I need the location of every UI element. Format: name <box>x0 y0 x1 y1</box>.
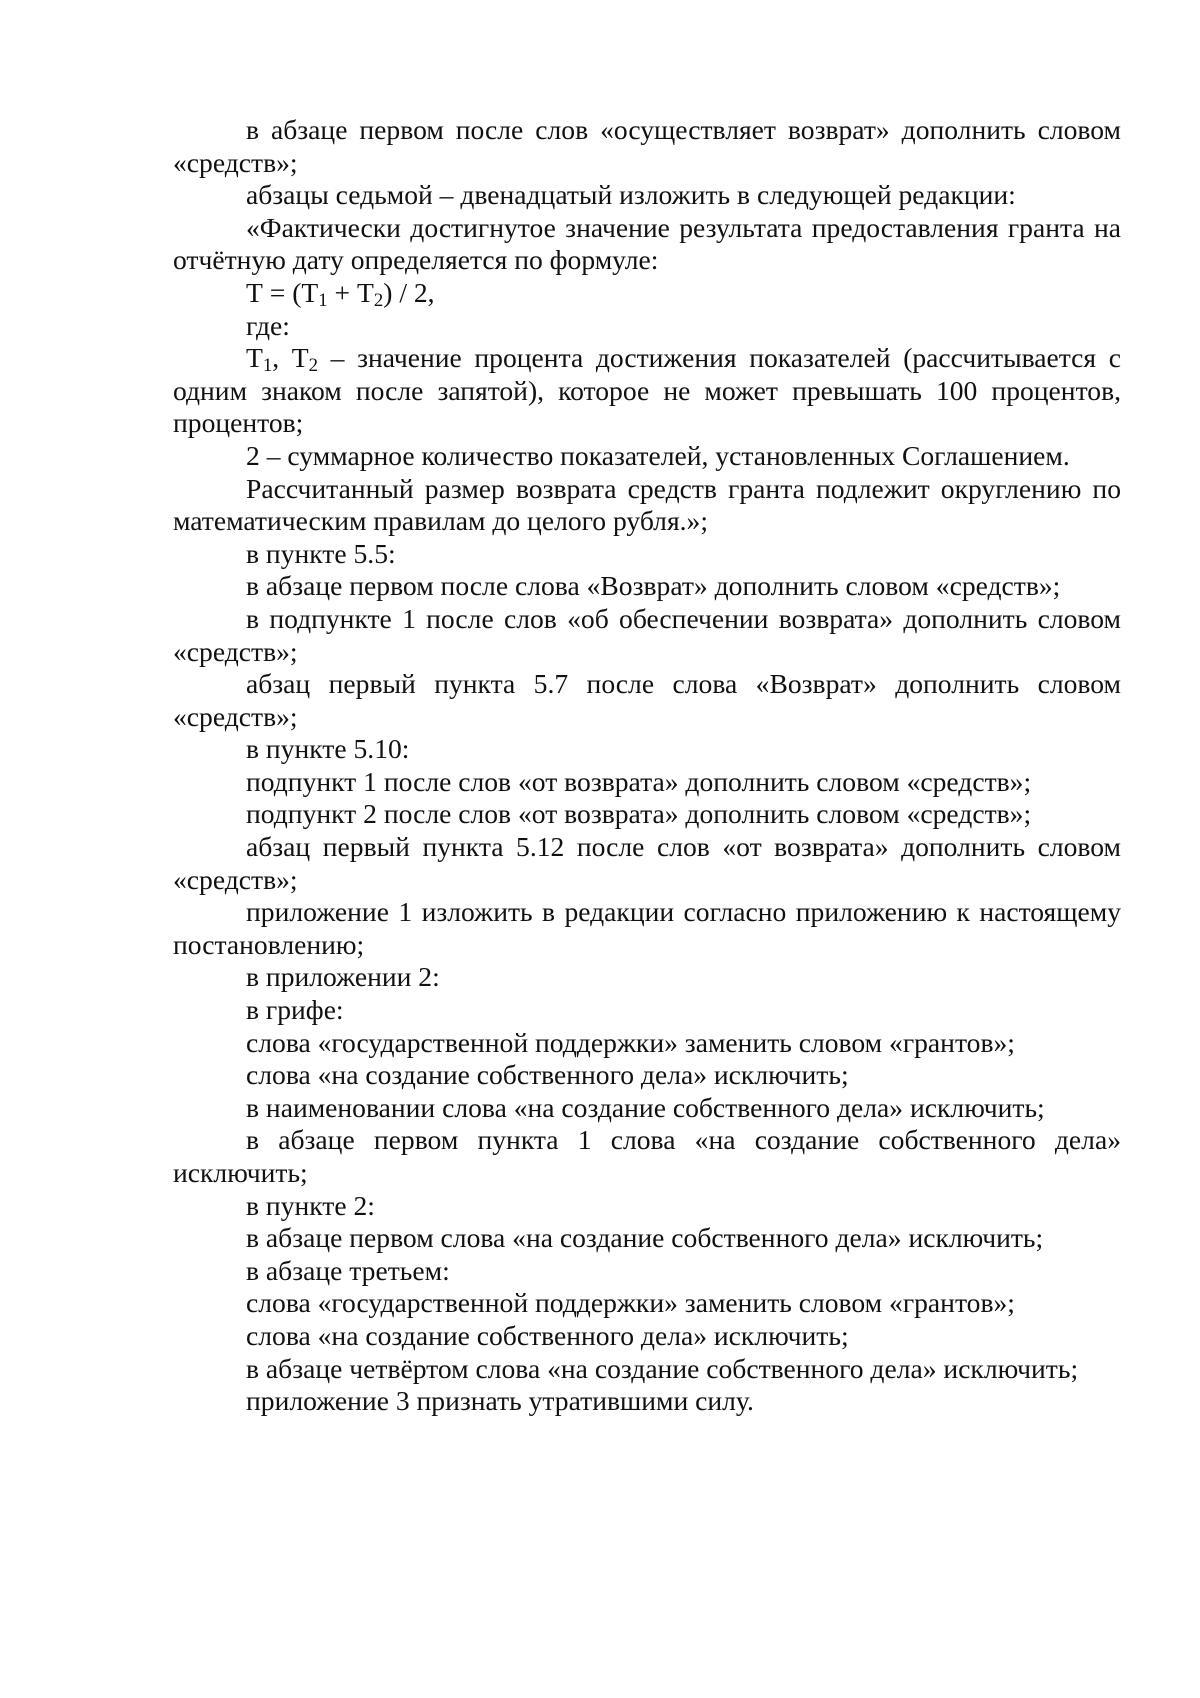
paragraph: слова «государственной поддержки» заменить словом «грантов»; <box>246 1026 1015 1058</box>
paragraph: в подпункте 1 после слов «об обеспечении возврата» дополнить словом «средств»; <box>173 602 1121 667</box>
formula-sub2: 2 <box>373 290 384 312</box>
t-mid: , Т <box>272 342 309 374</box>
formula <box>173 277 1121 310</box>
paragraph: Рассчитанный размер возврата средств гранта подлежит округлению по математическим правилам до целого рубля.»; <box>173 472 1121 537</box>
paragraph: в приложении 2: <box>246 961 440 993</box>
paragraph: в абзаце четвёртом слова «на создание собственного дела» исключить; <box>246 1352 1079 1384</box>
t-sub1: 1 <box>262 355 273 377</box>
paragraph: в абзаце первом пункта 1 слова «на создание собственного дела» исключить; <box>173 1124 1121 1188</box>
paragraph: подпункт 2 после слов «от возврата» дополнить словом «средств»; <box>246 798 1032 830</box>
paragraph: в абзаце третьем: <box>246 1254 450 1286</box>
t-sub2: 2 <box>308 355 318 377</box>
paragraph: в абзаце первом слова «на создание собственного дела» исключить; <box>246 1222 1044 1254</box>
formula-plus: + Т <box>327 276 374 308</box>
paragraph: подпункт 1 после слов «от возврата» дополнить словом «средств»; <box>246 765 1032 797</box>
paragraph: в пункте 5.5: <box>246 537 396 569</box>
paragraph: 2 – суммарное количество показателей, установленных Соглашением. <box>246 439 1070 471</box>
t-symbol: Т <box>246 342 263 374</box>
paragraph: в пункте 2: <box>246 1189 375 1221</box>
paragraph: в наименовании слова «на создание собственного дела» исключить; <box>246 1091 1045 1123</box>
paragraph: абзац первый пункта 5.7 после слова «Возврат» дополнить словом «средств»; <box>173 668 1121 732</box>
paragraph: приложение 1 изложить в редакции согласно приложению к настоящему постановлению; <box>173 896 1121 960</box>
formula-prefix: Т = (Т <box>246 276 319 308</box>
paragraph: слова «на создание собственного дела» исключить; <box>246 1319 849 1351</box>
formula-suffix: ) / 2, <box>383 276 435 308</box>
formula-sub1: 1 <box>318 290 328 312</box>
paragraph: слова «на создание собственного дела» исключить; <box>246 1059 849 1091</box>
paragraph: в абзаце первом после слов «осуществляет возврат» дополнить словом «средств»; <box>173 114 1121 178</box>
paragraph: приложение 3 признать утратившими силу. <box>246 1385 754 1417</box>
paragraph-where: где: <box>246 309 290 341</box>
paragraph: в грифе: <box>246 994 344 1026</box>
paragraph: в пункте 5.10: <box>246 733 410 765</box>
paragraph: в абзаце первом после слова «Возврат» дополнить словом «средств»; <box>246 570 1061 602</box>
t-rest: – значение процента достижения показателей (рассчитывается с одним знаком после запятой), которое не может превышать 100 процентов, процентов; <box>173 342 1121 439</box>
paragraph: «Фактически достигнутое значение результата предоставления гранта на отчётную дату определяется по формуле: <box>173 211 1121 276</box>
paragraph: слова «государственной поддержки» заменить словом «грантов»; <box>246 1287 1015 1319</box>
paragraph: абзацы седьмой – двенадцатый изложить в следующей редакции: <box>246 179 1016 211</box>
paragraph: абзац первый пункта 5.12 после слов «от возврата» дополнить словом «средств»; <box>173 831 1121 895</box>
document-body <box>173 114 1121 1418</box>
t-definition <box>173 342 1121 440</box>
